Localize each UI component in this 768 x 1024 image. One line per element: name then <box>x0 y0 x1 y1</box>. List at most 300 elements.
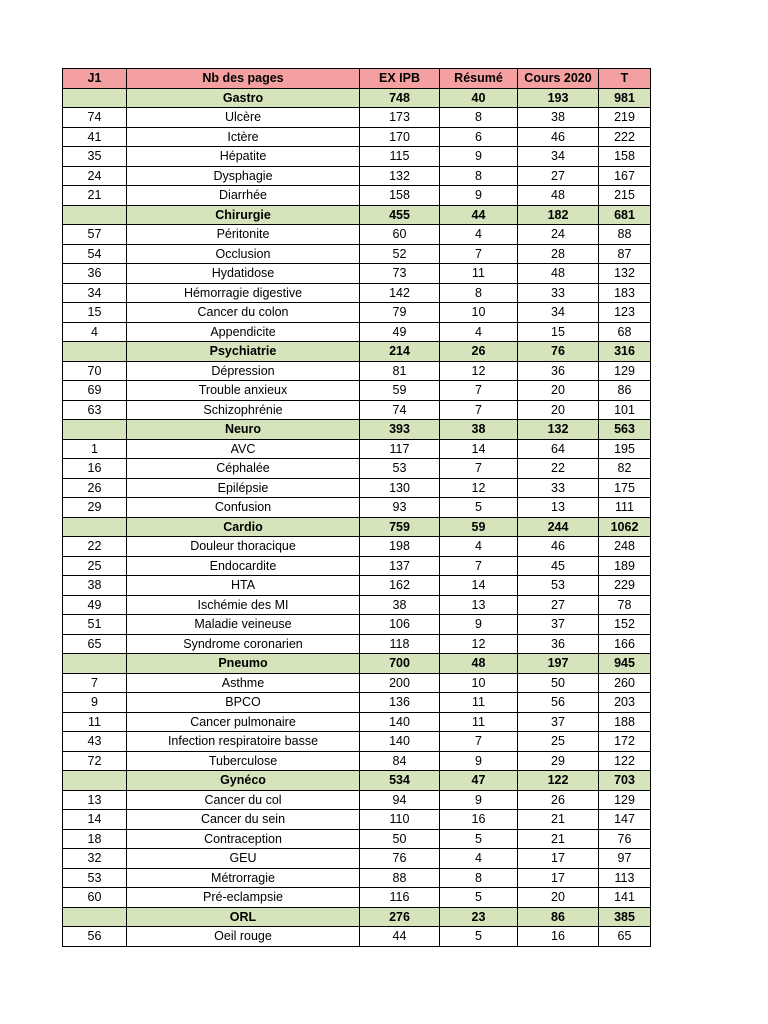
cell-ex-ipb: 200 <box>360 673 440 693</box>
cell-topic: Ischémie des MI <box>127 595 360 615</box>
group-ex-ipb-total: 748 <box>360 88 440 108</box>
cell-total: 152 <box>599 615 651 635</box>
table-row <box>63 615 651 635</box>
cell-resume: 7 <box>440 732 518 752</box>
table-row <box>63 673 651 693</box>
cell-j1: 53 <box>63 868 127 888</box>
table-row <box>63 849 651 869</box>
cell-ex-ipb: 158 <box>360 186 440 206</box>
cell-ex-ipb: 73 <box>360 264 440 284</box>
group-resume-total: 47 <box>440 771 518 791</box>
cell-topic: Douleur thoracique <box>127 537 360 557</box>
cell-ex-ipb: 118 <box>360 634 440 654</box>
cell-j1: 43 <box>63 732 127 752</box>
cell-total: 188 <box>599 712 651 732</box>
group-row <box>63 342 651 362</box>
table-row <box>63 303 651 323</box>
header-j1: J1 <box>63 69 127 89</box>
cell-resume: 13 <box>440 595 518 615</box>
cell-cours-2020: 36 <box>518 361 599 381</box>
group-row <box>63 88 651 108</box>
cell-ex-ipb: 50 <box>360 829 440 849</box>
cell-j1: 16 <box>63 459 127 479</box>
cell-total: 78 <box>599 595 651 615</box>
group-j1-cell <box>63 654 127 674</box>
cell-topic: Oeil rouge <box>127 927 360 947</box>
cell-total: 88 <box>599 225 651 245</box>
table-row <box>63 264 651 284</box>
group-name: Cardio <box>127 517 360 537</box>
cell-topic: Diarrhée <box>127 186 360 206</box>
cell-ex-ipb: 59 <box>360 381 440 401</box>
cell-topic: HTA <box>127 576 360 596</box>
group-name: Chirurgie <box>127 205 360 225</box>
group-ex-ipb-total: 393 <box>360 420 440 440</box>
table-row <box>63 244 651 264</box>
cell-resume: 8 <box>440 868 518 888</box>
table-row <box>63 498 651 518</box>
cell-j1: 1 <box>63 439 127 459</box>
group-cours-2020-total: 197 <box>518 654 599 674</box>
cell-j1: 57 <box>63 225 127 245</box>
table-row <box>63 751 651 771</box>
cell-j1: 14 <box>63 810 127 830</box>
cell-cours-2020: 45 <box>518 556 599 576</box>
cell-total: 141 <box>599 888 651 908</box>
group-cours-2020-total: 193 <box>518 88 599 108</box>
cell-cours-2020: 28 <box>518 244 599 264</box>
group-row <box>63 907 651 927</box>
table-row <box>63 459 651 479</box>
cell-resume: 5 <box>440 927 518 947</box>
cell-topic: Cancer du colon <box>127 303 360 323</box>
cell-total: 111 <box>599 498 651 518</box>
cell-total: 129 <box>599 790 651 810</box>
cell-j1: 21 <box>63 186 127 206</box>
cell-cours-2020: 27 <box>518 166 599 186</box>
cell-topic: Cancer du sein <box>127 810 360 830</box>
cell-cours-2020: 25 <box>518 732 599 752</box>
cell-resume: 11 <box>440 693 518 713</box>
cell-topic: BPCO <box>127 693 360 713</box>
cell-topic: Epilépsie <box>127 478 360 498</box>
group-name: Neuro <box>127 420 360 440</box>
table-row <box>63 888 651 908</box>
table-row <box>63 556 651 576</box>
cell-cours-2020: 46 <box>518 537 599 557</box>
table-row <box>63 537 651 557</box>
cell-total: 86 <box>599 381 651 401</box>
cell-ex-ipb: 52 <box>360 244 440 264</box>
cell-total: 122 <box>599 751 651 771</box>
cell-total: 129 <box>599 361 651 381</box>
group-total: 385 <box>599 907 651 927</box>
cell-ex-ipb: 140 <box>360 732 440 752</box>
table-row <box>63 829 651 849</box>
cell-topic: Tuberculose <box>127 751 360 771</box>
cell-cours-2020: 34 <box>518 303 599 323</box>
group-resume-total: 59 <box>440 517 518 537</box>
group-resume-total: 40 <box>440 88 518 108</box>
group-cours-2020-total: 244 <box>518 517 599 537</box>
cell-cours-2020: 33 <box>518 478 599 498</box>
cell-total: 203 <box>599 693 651 713</box>
group-total: 981 <box>599 88 651 108</box>
table-row <box>63 186 651 206</box>
cell-resume: 4 <box>440 537 518 557</box>
cell-cours-2020: 27 <box>518 595 599 615</box>
cell-resume: 7 <box>440 244 518 264</box>
cell-ex-ipb: 88 <box>360 868 440 888</box>
cell-ex-ipb: 117 <box>360 439 440 459</box>
table-row <box>63 595 651 615</box>
cell-resume: 14 <box>440 439 518 459</box>
cell-topic: Dysphagie <box>127 166 360 186</box>
cell-resume: 7 <box>440 400 518 420</box>
cell-cours-2020: 53 <box>518 576 599 596</box>
group-name: Gastro <box>127 88 360 108</box>
cell-resume: 10 <box>440 303 518 323</box>
cell-ex-ipb: 132 <box>360 166 440 186</box>
cell-topic: Ulcère <box>127 108 360 128</box>
cell-j1: 56 <box>63 927 127 947</box>
cell-topic: Hydatidose <box>127 264 360 284</box>
cell-j1: 18 <box>63 829 127 849</box>
group-ex-ipb-total: 759 <box>360 517 440 537</box>
cell-total: 189 <box>599 556 651 576</box>
table-row <box>63 166 651 186</box>
table-row <box>63 810 651 830</box>
cell-total: 101 <box>599 400 651 420</box>
cell-j1: 29 <box>63 498 127 518</box>
table-body <box>63 88 651 946</box>
cell-j1: 35 <box>63 147 127 167</box>
cell-ex-ipb: 137 <box>360 556 440 576</box>
cell-j1: 13 <box>63 790 127 810</box>
cell-topic: Ictère <box>127 127 360 147</box>
group-resume-total: 44 <box>440 205 518 225</box>
cell-ex-ipb: 44 <box>360 927 440 947</box>
group-ex-ipb-total: 455 <box>360 205 440 225</box>
cell-topic: AVC <box>127 439 360 459</box>
cell-ex-ipb: 170 <box>360 127 440 147</box>
cell-cours-2020: 21 <box>518 810 599 830</box>
group-cours-2020-total: 76 <box>518 342 599 362</box>
cell-j1: 15 <box>63 303 127 323</box>
cell-ex-ipb: 94 <box>360 790 440 810</box>
cell-topic: Hépatite <box>127 147 360 167</box>
cell-ex-ipb: 93 <box>360 498 440 518</box>
cell-topic: Cancer du col <box>127 790 360 810</box>
group-name: Psychiatrie <box>127 342 360 362</box>
cell-ex-ipb: 115 <box>360 147 440 167</box>
group-row <box>63 420 651 440</box>
cell-total: 113 <box>599 868 651 888</box>
cell-ex-ipb: 162 <box>360 576 440 596</box>
group-j1-cell <box>63 88 127 108</box>
group-cours-2020-total: 182 <box>518 205 599 225</box>
cell-topic: Syndrome coronarien <box>127 634 360 654</box>
table-row <box>63 868 651 888</box>
group-total: 945 <box>599 654 651 674</box>
cell-resume: 12 <box>440 478 518 498</box>
cell-j1: 7 <box>63 673 127 693</box>
cell-cours-2020: 29 <box>518 751 599 771</box>
cell-topic: Infection respiratoire basse <box>127 732 360 752</box>
table-row <box>63 283 651 303</box>
group-name: Gynéco <box>127 771 360 791</box>
cell-total: 175 <box>599 478 651 498</box>
cell-total: 195 <box>599 439 651 459</box>
group-name: Pneumo <box>127 654 360 674</box>
group-total: 1062 <box>599 517 651 537</box>
cell-topic: Appendicite <box>127 322 360 342</box>
cell-resume: 14 <box>440 576 518 596</box>
cell-j1: 34 <box>63 283 127 303</box>
table-row <box>63 381 651 401</box>
cell-cours-2020: 24 <box>518 225 599 245</box>
cell-resume: 6 <box>440 127 518 147</box>
cell-cours-2020: 56 <box>518 693 599 713</box>
cell-cours-2020: 48 <box>518 264 599 284</box>
cell-cours-2020: 13 <box>518 498 599 518</box>
cell-resume: 5 <box>440 829 518 849</box>
cell-ex-ipb: 106 <box>360 615 440 635</box>
cell-resume: 4 <box>440 849 518 869</box>
cell-resume: 8 <box>440 108 518 128</box>
cell-ex-ipb: 60 <box>360 225 440 245</box>
cell-total: 229 <box>599 576 651 596</box>
cell-topic: Confusion <box>127 498 360 518</box>
cell-topic: Trouble anxieux <box>127 381 360 401</box>
header-cours-2020: Cours 2020 <box>518 69 599 89</box>
cell-cours-2020: 36 <box>518 634 599 654</box>
cell-resume: 4 <box>440 322 518 342</box>
group-j1-cell <box>63 420 127 440</box>
header-nb-pages: Nb des pages <box>127 69 360 89</box>
cell-j1: 41 <box>63 127 127 147</box>
cell-cours-2020: 46 <box>518 127 599 147</box>
cell-resume: 7 <box>440 459 518 479</box>
cell-resume: 8 <box>440 166 518 186</box>
cell-j1: 36 <box>63 264 127 284</box>
cell-resume: 10 <box>440 673 518 693</box>
cell-resume: 8 <box>440 283 518 303</box>
cell-total: 147 <box>599 810 651 830</box>
table-row <box>63 225 651 245</box>
cell-resume: 5 <box>440 888 518 908</box>
table-row <box>63 108 651 128</box>
cell-total: 172 <box>599 732 651 752</box>
cell-cours-2020: 26 <box>518 790 599 810</box>
cell-j1: 54 <box>63 244 127 264</box>
cell-ex-ipb: 198 <box>360 537 440 557</box>
cell-cours-2020: 48 <box>518 186 599 206</box>
cell-total: 183 <box>599 283 651 303</box>
cell-total: 167 <box>599 166 651 186</box>
cell-j1: 74 <box>63 108 127 128</box>
cell-j1: 11 <box>63 712 127 732</box>
header-total: T <box>599 69 651 89</box>
table-row <box>63 478 651 498</box>
cell-j1: 25 <box>63 556 127 576</box>
cell-topic: Pré-eclampsie <box>127 888 360 908</box>
group-j1-cell <box>63 907 127 927</box>
cell-j1: 38 <box>63 576 127 596</box>
group-resume-total: 38 <box>440 420 518 440</box>
cell-cours-2020: 15 <box>518 322 599 342</box>
table-row <box>63 790 651 810</box>
group-ex-ipb-total: 700 <box>360 654 440 674</box>
cell-cours-2020: 16 <box>518 927 599 947</box>
cell-ex-ipb: 49 <box>360 322 440 342</box>
cell-j1: 51 <box>63 615 127 635</box>
group-ex-ipb-total: 276 <box>360 907 440 927</box>
cell-cours-2020: 34 <box>518 147 599 167</box>
group-j1-cell <box>63 342 127 362</box>
cell-cours-2020: 17 <box>518 849 599 869</box>
group-ex-ipb-total: 534 <box>360 771 440 791</box>
table-row <box>63 322 651 342</box>
cell-cours-2020: 20 <box>518 381 599 401</box>
cell-cours-2020: 21 <box>518 829 599 849</box>
group-cours-2020-total: 122 <box>518 771 599 791</box>
group-name: ORL <box>127 907 360 927</box>
cell-j1: 60 <box>63 888 127 908</box>
cell-resume: 4 <box>440 225 518 245</box>
table-row <box>63 732 651 752</box>
cell-total: 65 <box>599 927 651 947</box>
cell-total: 166 <box>599 634 651 654</box>
cell-ex-ipb: 74 <box>360 400 440 420</box>
cell-ex-ipb: 38 <box>360 595 440 615</box>
group-j1-cell <box>63 517 127 537</box>
cell-resume: 9 <box>440 751 518 771</box>
pages-table <box>62 68 651 947</box>
cell-resume: 7 <box>440 556 518 576</box>
table-row <box>63 400 651 420</box>
group-ex-ipb-total: 214 <box>360 342 440 362</box>
cell-resume: 11 <box>440 264 518 284</box>
cell-ex-ipb: 79 <box>360 303 440 323</box>
cell-cours-2020: 50 <box>518 673 599 693</box>
group-row <box>63 517 651 537</box>
cell-resume: 9 <box>440 147 518 167</box>
cell-total: 132 <box>599 264 651 284</box>
cell-ex-ipb: 81 <box>360 361 440 381</box>
cell-resume: 11 <box>440 712 518 732</box>
cell-cours-2020: 22 <box>518 459 599 479</box>
cell-j1: 32 <box>63 849 127 869</box>
cell-topic: Céphalée <box>127 459 360 479</box>
table-row <box>63 147 651 167</box>
group-j1-cell <box>63 771 127 791</box>
cell-topic: Maladie veineuse <box>127 615 360 635</box>
cell-topic: Schizophrénie <box>127 400 360 420</box>
group-total: 563 <box>599 420 651 440</box>
cell-j1: 9 <box>63 693 127 713</box>
group-cours-2020-total: 132 <box>518 420 599 440</box>
table-row <box>63 127 651 147</box>
cell-total: 158 <box>599 147 651 167</box>
cell-total: 260 <box>599 673 651 693</box>
group-row <box>63 205 651 225</box>
cell-total: 215 <box>599 186 651 206</box>
cell-topic: Contraception <box>127 829 360 849</box>
cell-cours-2020: 37 <box>518 712 599 732</box>
group-resume-total: 23 <box>440 907 518 927</box>
cell-j1: 22 <box>63 537 127 557</box>
cell-ex-ipb: 130 <box>360 478 440 498</box>
group-total: 681 <box>599 205 651 225</box>
cell-resume: 16 <box>440 810 518 830</box>
cell-ex-ipb: 110 <box>360 810 440 830</box>
cell-ex-ipb: 76 <box>360 849 440 869</box>
cell-resume: 5 <box>440 498 518 518</box>
cell-j1: 63 <box>63 400 127 420</box>
cell-total: 97 <box>599 849 651 869</box>
group-resume-total: 48 <box>440 654 518 674</box>
table-row <box>63 693 651 713</box>
cell-ex-ipb: 142 <box>360 283 440 303</box>
cell-j1: 65 <box>63 634 127 654</box>
cell-resume: 9 <box>440 186 518 206</box>
cell-total: 248 <box>599 537 651 557</box>
cell-j1: 69 <box>63 381 127 401</box>
cell-cours-2020: 37 <box>518 615 599 635</box>
group-resume-total: 26 <box>440 342 518 362</box>
cell-cours-2020: 64 <box>518 439 599 459</box>
cell-j1: 72 <box>63 751 127 771</box>
cell-total: 76 <box>599 829 651 849</box>
cell-j1: 4 <box>63 322 127 342</box>
cell-topic: Dépression <box>127 361 360 381</box>
cell-resume: 7 <box>440 381 518 401</box>
cell-topic: Hémorragie digestive <box>127 283 360 303</box>
cell-topic: Péritonite <box>127 225 360 245</box>
cell-topic: Occlusion <box>127 244 360 264</box>
cell-cours-2020: 33 <box>518 283 599 303</box>
table-row <box>63 712 651 732</box>
cell-resume: 12 <box>440 634 518 654</box>
cell-ex-ipb: 140 <box>360 712 440 732</box>
cell-resume: 9 <box>440 615 518 635</box>
group-j1-cell <box>63 205 127 225</box>
cell-ex-ipb: 136 <box>360 693 440 713</box>
header-ex-ipb: EX IPB <box>360 69 440 89</box>
cell-ex-ipb: 84 <box>360 751 440 771</box>
cell-topic: Asthme <box>127 673 360 693</box>
cell-total: 222 <box>599 127 651 147</box>
cell-j1: 49 <box>63 595 127 615</box>
cell-total: 219 <box>599 108 651 128</box>
table-row <box>63 576 651 596</box>
cell-topic: Métrorragie <box>127 868 360 888</box>
cell-cours-2020: 20 <box>518 888 599 908</box>
cell-ex-ipb: 173 <box>360 108 440 128</box>
header-row <box>63 69 651 89</box>
cell-cours-2020: 20 <box>518 400 599 420</box>
group-row <box>63 654 651 674</box>
cell-resume: 12 <box>440 361 518 381</box>
cell-total: 87 <box>599 244 651 264</box>
cell-ex-ipb: 116 <box>360 888 440 908</box>
table-row <box>63 927 651 947</box>
cell-topic: Cancer pulmonaire <box>127 712 360 732</box>
cell-ex-ipb: 53 <box>360 459 440 479</box>
cell-total: 123 <box>599 303 651 323</box>
table-row <box>63 634 651 654</box>
